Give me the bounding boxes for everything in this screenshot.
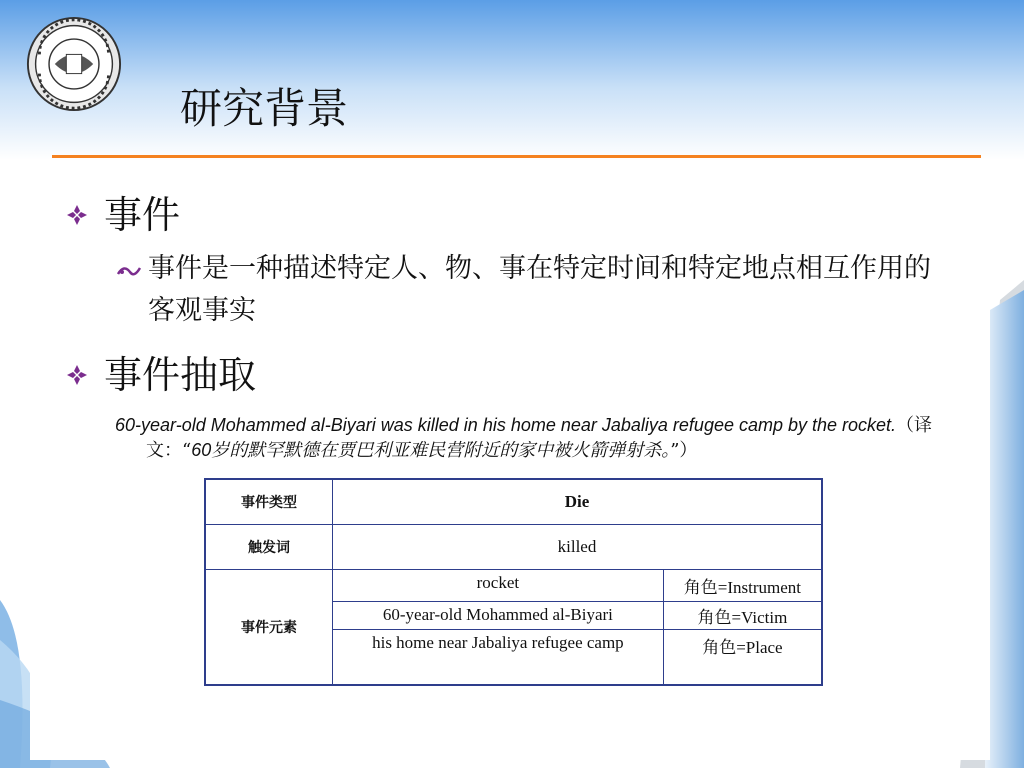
table-row [205, 524, 822, 569]
argument-entity: 60-year-old Mohammed al-Biyari [332, 601, 663, 629]
bullet-event-extraction-label: 事件抽取 [104, 353, 257, 397]
university-logo [26, 16, 122, 112]
argument-role: 角色=Victim [663, 601, 822, 629]
bullet-event [64, 193, 181, 237]
argument-role: 角色=Place [663, 629, 822, 685]
sub-bullet-event-definition [116, 248, 936, 332]
table-row [205, 569, 822, 601]
event-type-value: Die [332, 479, 822, 524]
arguments-header: 事件元素 [205, 569, 332, 685]
diamond-bullet-icon [64, 202, 90, 228]
table-row [205, 479, 822, 524]
swirl-bullet-icon [116, 260, 142, 280]
argument-entity: his home near Jabaliya refugee camp [332, 629, 663, 685]
example-sentence [115, 413, 945, 463]
bullet-event-extraction [64, 353, 257, 397]
slide-title: 研究背景 [180, 84, 349, 133]
example-translation-body: 60岁的默罕默德在贾巴利亚难民营附近的家中被火箭弹射杀。 [191, 440, 671, 460]
example-translation-prefix: （译文：“ [146, 415, 933, 461]
example-translation-suffix: ”） [670, 440, 698, 461]
title-divider [52, 155, 981, 158]
argument-entity: rocket [332, 569, 663, 601]
event-definition-text: 事件是一种描述特定人、物、事在特定时间和特定地点相互作用的客观事实 [148, 253, 931, 326]
event-type-header: 事件类型 [205, 479, 332, 524]
bullet-event-label: 事件 [104, 193, 181, 237]
trigger-value: killed [332, 524, 822, 569]
example-english: 60-year-old Mohammed al-Biyari was killed in his home near Jabaliya refugee camp by the rocket. [115, 415, 897, 435]
event-table [204, 478, 823, 686]
diamond-bullet-icon [64, 362, 90, 388]
trigger-header: 触发词 [205, 524, 332, 569]
argument-role: 角色=Instrument [663, 569, 822, 601]
